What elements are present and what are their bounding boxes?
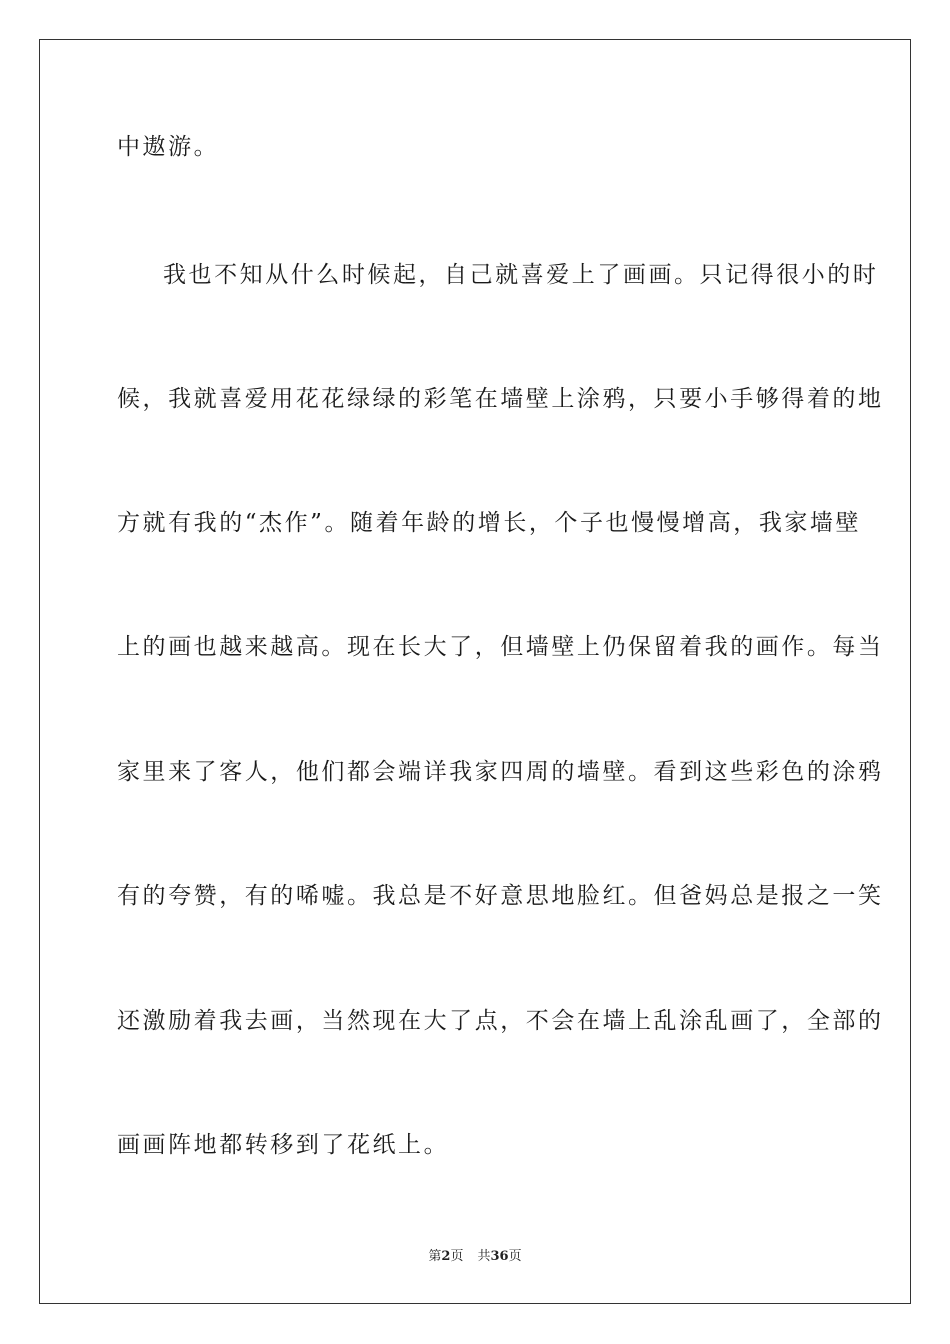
page-suffix: 页 — [450, 1249, 464, 1264]
total-suffix: 页 — [508, 1249, 522, 1264]
paragraph-first-line: 我也不知从什么时候起，自己就喜爱上了画画。只记得很小的时 — [163, 262, 879, 288]
total-pages: 36 — [490, 1249, 509, 1264]
text-line: 还激励着我去画，当然现在大了点，不会在墙上乱涂乱画了，全部的 — [117, 1008, 884, 1034]
total-prefix: 共 — [477, 1249, 491, 1264]
page-number: 2 — [441, 1249, 451, 1264]
page-border — [39, 39, 911, 1304]
text-line: 有的夸赞，有的唏嘘。我总是不好意思地脸红。但爸妈总是报之一笑 — [117, 883, 884, 909]
text-line: 方就有我的“杰作”。随着年龄的增长，个子也慢慢增高，我家墙壁 — [117, 510, 862, 536]
text-line: 中遨游。 — [117, 134, 220, 160]
text-line: 上的画也越来越高。现在长大了，但墙壁上仍保留着我的画作。每当 — [117, 634, 884, 660]
page-prefix: 第 — [428, 1249, 442, 1264]
page-footer — [0, 1248, 950, 1266]
text-line: 家里来了客人，他们都会端详我家四周的墙壁。看到这些彩色的涂鸦 — [117, 759, 884, 785]
text-line: 候，我就喜爱用花花绿绿的彩笔在墙壁上涂鸦，只要小手够得着的地 — [117, 386, 884, 412]
text-line: 画画阵地都转移到了花纸上。 — [117, 1132, 450, 1158]
